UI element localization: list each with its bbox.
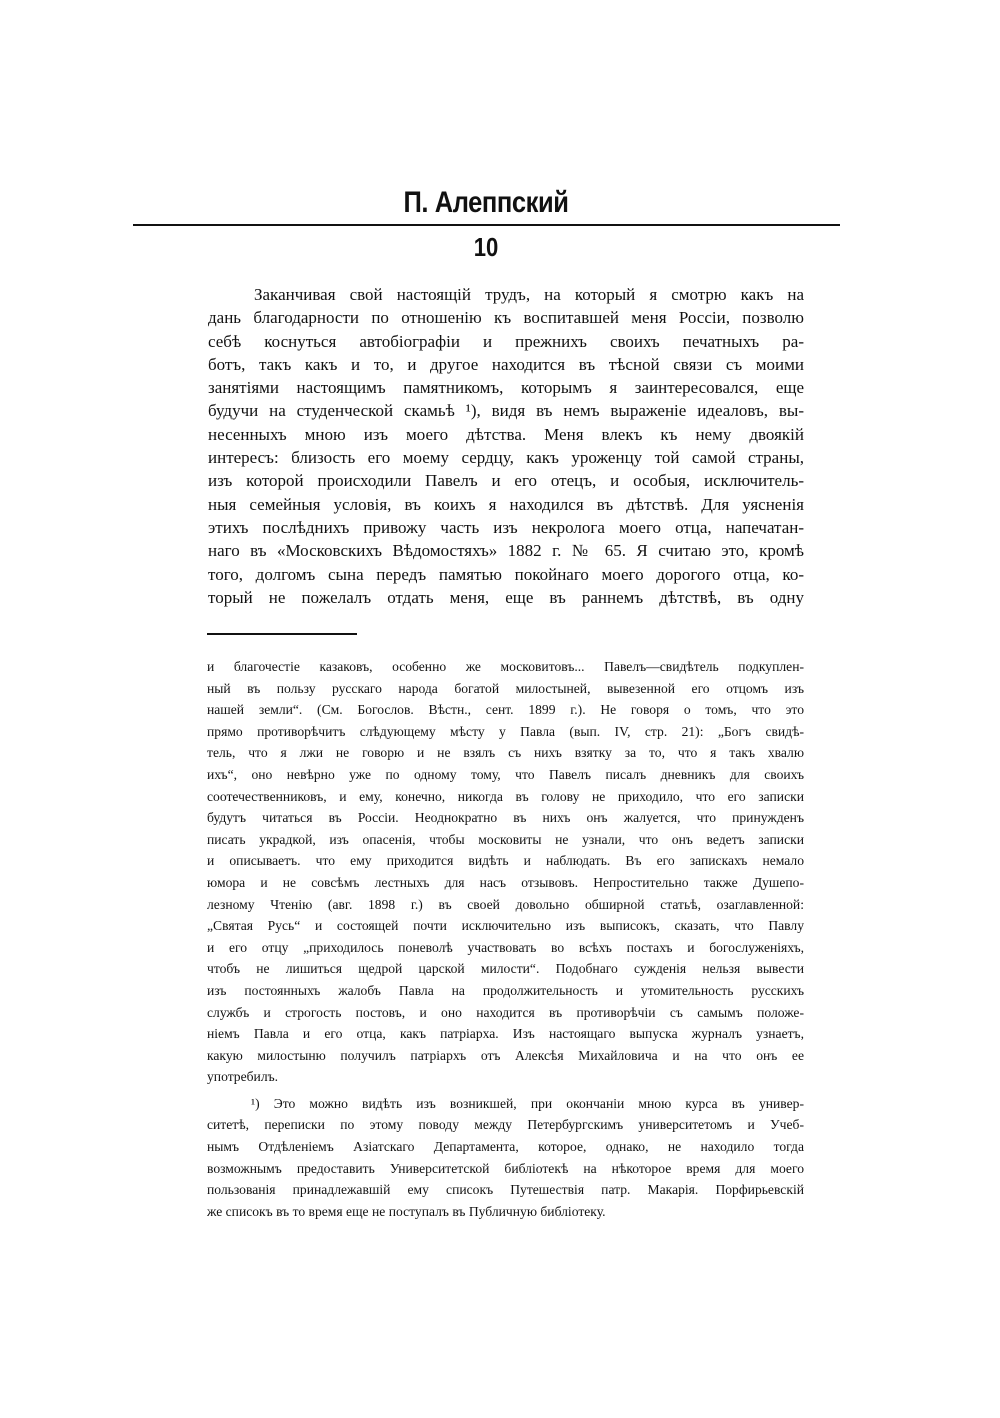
text-line: будучи на студенческой скамьѣ ¹), видя въ немъ выраженіе идеаловъ, вы- [208,401,804,421]
text-line: интересъ: близость его моему сердцу, какъ уроженцу той самой страны, [208,448,804,468]
footnote-line: изъ постоянныхъ жалобъ Павла на продолжительность и утомительность русскихъ [207,982,804,998]
footnote-line: и его отцу „приходилось поневолѣ участвовать во всѣхъ постахъ и богослуженіяхъ, [207,939,804,955]
text-line: ныя семейныя условія, въ коихъ я находился въ дѣтствѣ. Для уясненія [208,494,804,514]
running-head-title: П. Алеппский [403,186,569,219]
footnotes [207,656,804,1222]
footnote-line: „Святая Русь“ и состоящей почти исключительно изъ выписокъ, сказать, что Павлу [207,918,804,934]
text-line: дань благодарности по отношенію къ воспитавшей меня Россіи, позволю [208,308,804,328]
main-text [208,283,804,609]
footnote-line: употребилъ. [207,1069,279,1085]
footnote-1-line: нымъ Отдѣленіемъ Азіатскаго Департамента, которое, однако, не находило тогда [207,1139,804,1155]
text-line: этихъ послѣднихъ привожу часть изъ некролога моего отца, напечатан- [208,517,804,537]
footnote-line: и описываетъ. что ему приходится видѣть и наблюдать. Въ его запискахъ немало [207,853,804,869]
text-line: занятіями настоящимъ памятникомъ, которымъ я заинтересовался, еще [208,378,804,398]
footnote-line: лезному Чтенію (авг. 1898 г.) въ своей довольно обширной статьѣ, озаглавленной: [207,896,804,912]
footnote-line: службъ и строгость постовъ, и оно находится въ противорѣчіи съ самымъ положе- [207,1004,804,1020]
footnote-line: соотечественниковъ, и ему, конечно, никогда въ голову не приходило, что его записки [207,788,804,804]
footnote-line: какую милостыню получилъ патріархъ отъ Алексѣя Михайловича и на что онъ ее [207,1047,804,1063]
text-line: торый не пожелалъ отдать меня, еще въ раннемъ дѣтствѣ, въ одну [208,587,804,607]
footnote-line: чтобъ не лишиться щедрой царской милости“. Подобнаго сужденія нельзя вывести [207,961,804,977]
footnote-line: писать украдкой, изъ опасенія, чтобы московиты не узнали, что онъ ведетъ записки [207,831,804,847]
footnote-line: ніемъ Павла и его отца, какъ патріарха. Изъ настоящаго выпуска журналъ узнаетъ, [207,1026,804,1042]
footnote-1-line: пользованія принадлежавшій ему списокъ Путешествія патр. Макарія. Порфирьевскій [207,1182,804,1198]
text-line: изъ которой происходили Павелъ и его отецъ, и особыя, исключитель- [208,471,804,491]
footnote-line: нашей земли“. (См. Богослов. Вѣстн., сент. 1899 г.). Не говоря о томъ, что это [207,702,804,718]
footnote-separator [207,633,357,635]
footnote-line: будутъ читаться въ Россіи. Неоднократно въ нихъ онъ жалуется, что принужденъ [207,810,804,826]
footnote-1-line: ¹) Это можно видѣть изъ возникшей, при окончаніи мною курса въ универ- [251,1095,804,1111]
text-line: себѣ коснуться автобіографіи и прежнихъ своихъ печатныхъ ра- [208,331,804,351]
header-rule [133,224,840,226]
page-number: 10 [473,232,499,262]
footnote-1-line: возможнымъ предоставить Университетской библіотекѣ на нѣкоторое время для моего [207,1160,804,1176]
footnote-1-line: же списокъ въ то время еще не поступалъ въ Публичную библіотеку. [207,1203,606,1219]
footnote-line: и благочестіе казаковъ, особенно же московитовъ... Павелъ—свидѣтель подкуплен- [207,659,804,674]
footnote-line: ихъ“, оно невѣрно уже по одному тому, что Павелъ писалъ дневникъ для своихъ [207,766,804,782]
text-line: несенныхъ мною изъ моего дѣтства. Меня влекъ къ нему двоякій [208,424,804,444]
text-line: наго въ «Московскихъ Вѣдомостяхъ» 1882 г. № 65. Я считаю это, кромѣ [208,541,804,561]
text-line: Заканчивая свой настоящій трудъ, на который я смотрю какъ на [254,285,804,304]
footnote-1-line: ситетѣ, переписки по этому поводу между Петербургскимъ университетомъ и Учеб- [207,1117,804,1133]
footnote-line: ный въ пользу русскаго народа богатой милостыней, вывезенной его отцомъ изъ [207,680,804,696]
text-line: того, долгомъ сына передъ памятью покойнаго моего дорогого отца, ко- [208,564,804,584]
text-line: ботъ, такъ какъ и то, и другое находится въ тѣсной связи съ моими [208,354,804,374]
footnote-line: прямо противорѣчитъ слѣдующему мѣсту у Павла (вып. IV, стр. 21): „Богъ свидѣ- [207,723,804,739]
footnote-line: юмора и не совсѣмъ лестныхъ для насъ отзывовъ. Непростительно также Душепо- [207,874,804,890]
footnote-line: тель, что я лжи не говорю и не взялъ съ нихъ взятку за то, что я такъ хвалю [207,745,804,761]
